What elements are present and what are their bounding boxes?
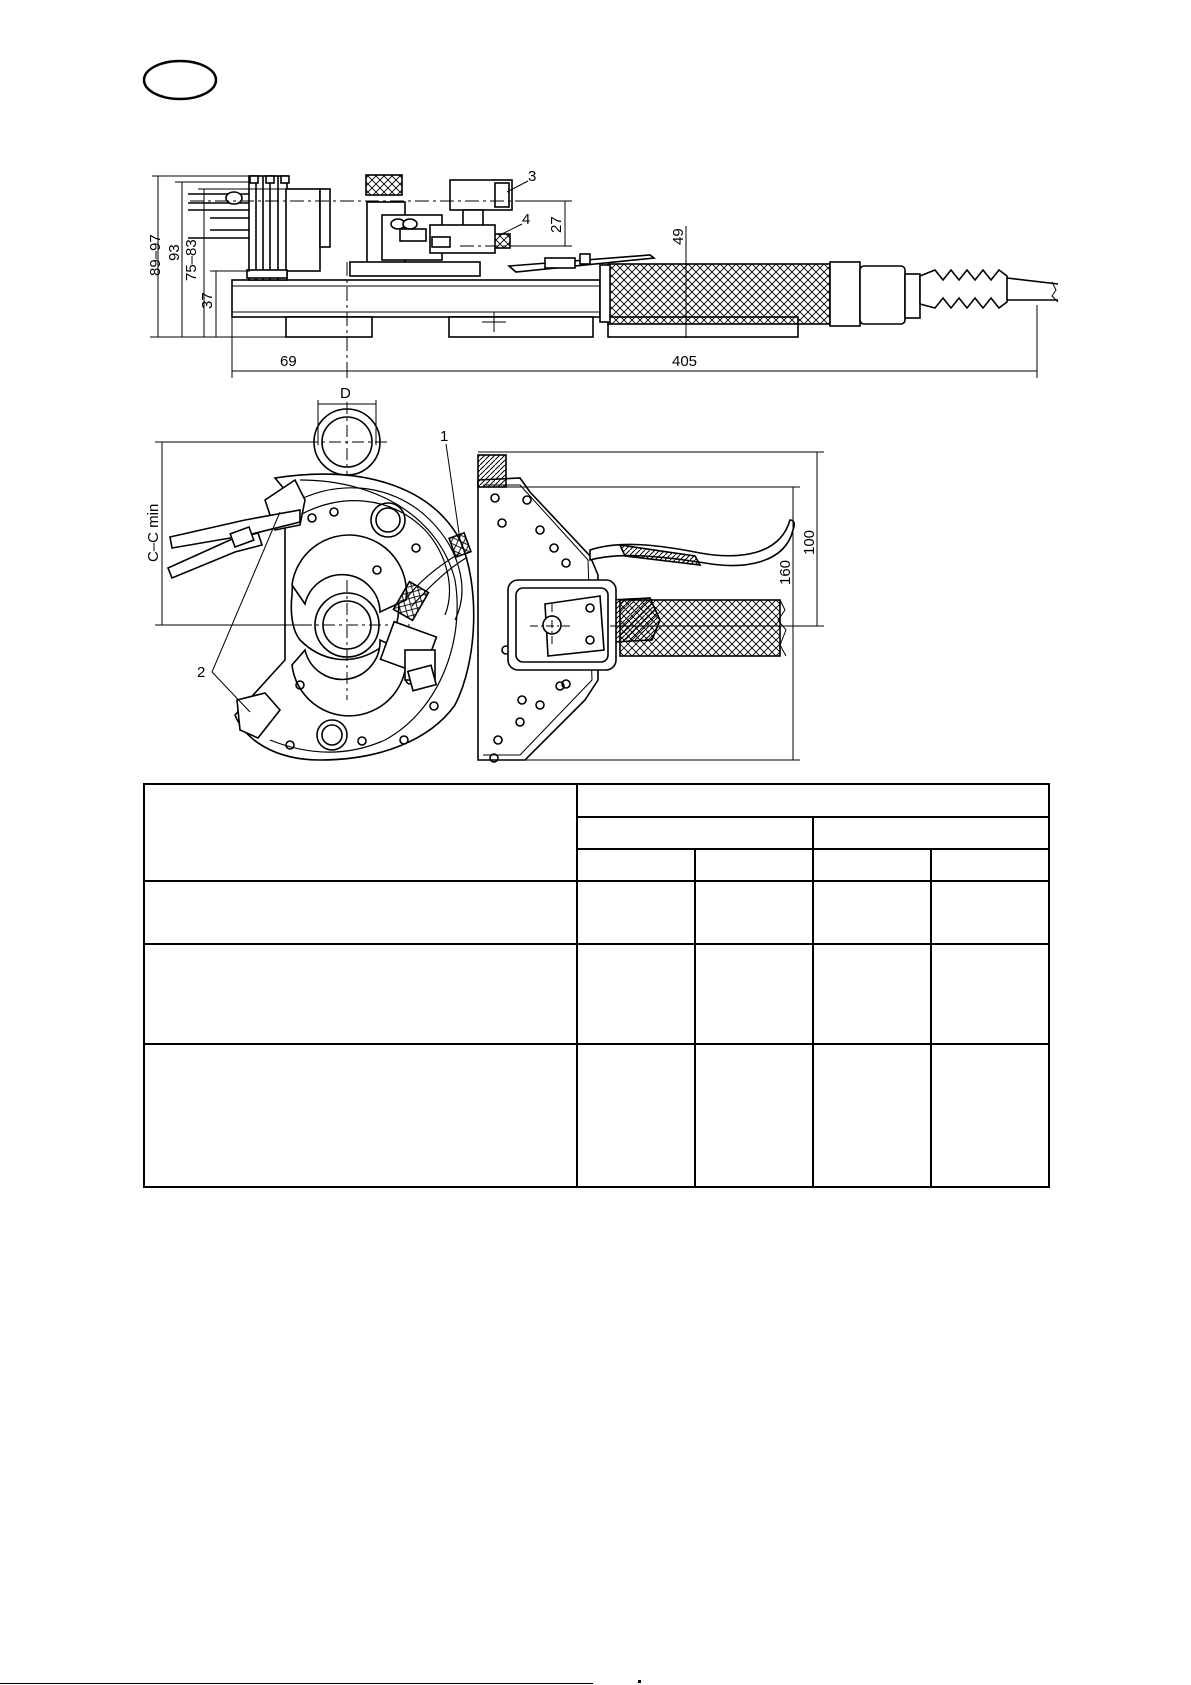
table-cell [577,1044,695,1187]
dim-center-distance: C–C min [145,503,162,562]
dim-handle-height: 49 [670,228,687,245]
table-cell [695,881,813,944]
electrode-column [249,176,287,280]
dim-clamp-height: 160 [777,559,794,585]
dim-base-height: 37 [199,292,216,309]
table-sub-header [577,849,695,881]
table-group-b [813,817,1049,849]
callout-4: 4 [522,211,531,228]
table-cell [931,881,1049,944]
table-sub-header [931,849,1049,881]
dim-pipe-diameter: D [340,385,351,402]
dim-mid-height: 75–83 [183,239,200,281]
callout-3: 3 [528,168,537,185]
table-row [144,881,1049,944]
handle-grip [608,264,830,324]
dim-axis-offset: 69 [280,353,297,370]
table-cell [695,944,813,1044]
callout-2: 2 [197,664,206,681]
table-row-label [144,881,577,944]
table-cell [813,1044,931,1187]
footer-rule [0,1683,593,1684]
table-sub-header [695,849,813,881]
spec-table [143,783,1050,1188]
table-sub-header [813,849,931,881]
table-row-label [144,944,577,1044]
cable-hose [920,270,1007,308]
table-row [144,1044,1049,1187]
table-group-a [577,817,813,849]
table-cell [577,881,695,944]
table-cell [931,1044,1049,1187]
dim-height: 93 [166,244,183,261]
dim-handle-offset: 100 [801,529,818,555]
table-cell [695,1044,813,1187]
dim-overall-height: 89–97 [147,234,164,276]
technical-drawing [0,0,1191,780]
table-cell [813,881,931,944]
side-view [188,175,1058,366]
table-header-span [577,784,1049,817]
top-view [168,402,794,762]
footer-mark [638,1680,641,1683]
table-cell [577,944,695,1044]
top-knob [366,175,402,195]
table-cell [813,944,931,1044]
clamp-top-block [478,455,506,487]
table-row [144,944,1049,1044]
table-corner [144,784,577,881]
table-row-label [144,1044,577,1187]
callout-1: 1 [440,428,449,445]
dim-overall-length: 405 [672,353,698,370]
language-badge [144,61,216,99]
table-cell [931,944,1049,1044]
dim-head-offset: 27 [548,216,565,233]
